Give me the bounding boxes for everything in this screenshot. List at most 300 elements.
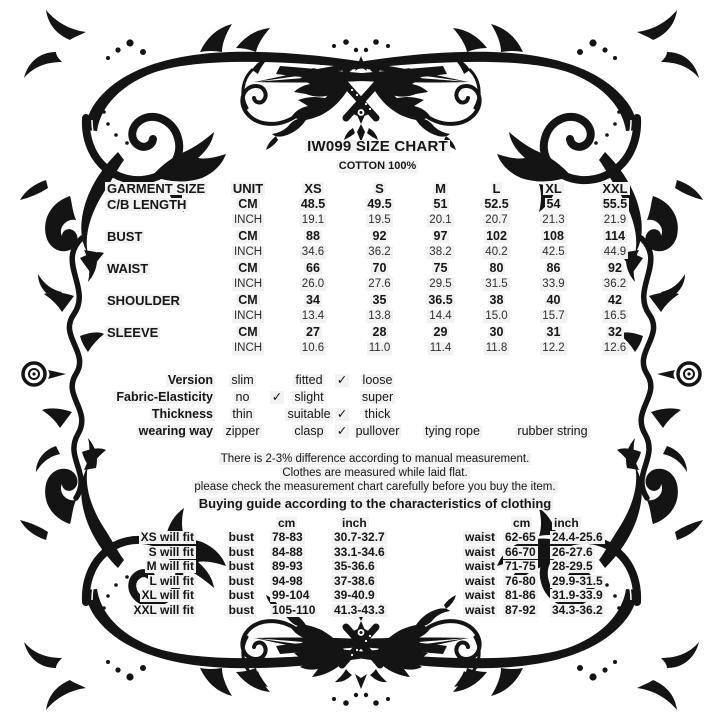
cm-range-value-text: 71-75: [505, 559, 536, 574]
cm-range-value-text: 81-86: [505, 588, 536, 603]
inch-range-value: [550, 603, 612, 618]
attribute-label-text: Version: [167, 373, 213, 387]
cm-value-text: 36.5: [428, 292, 453, 307]
note-line: [95, 466, 655, 480]
attribute-option-3: [350, 372, 405, 389]
inch-value: [469, 308, 524, 324]
cm-value: [469, 260, 524, 276]
unit-inch-label-text: INCH: [233, 309, 263, 322]
measure-name: [196, 560, 256, 575]
attribute-option-3-text: super: [361, 390, 394, 404]
fit-size-label: [130, 560, 196, 575]
cm-value: [524, 292, 583, 308]
measure-name-text: waist: [465, 573, 496, 588]
attribute-option-2-text: clasp: [294, 424, 324, 438]
page-title-text: IW099 SIZE CHART: [307, 138, 448, 155]
measure-name: [196, 603, 256, 618]
inch-value: [524, 244, 583, 260]
attribute-option-2: [284, 372, 334, 389]
inch-value: [412, 212, 469, 228]
cm-value: [279, 292, 347, 308]
checkmark-icon: [334, 423, 350, 440]
cm-value-text: 70: [372, 260, 387, 275]
cm-value: [524, 228, 583, 244]
inch-value-text: 15.0: [485, 309, 508, 322]
cm-value-text: 32: [608, 324, 622, 339]
attribute-option-4-text: tying rope: [425, 424, 480, 438]
inch-value-text: 44.9: [603, 245, 627, 258]
garment-size-header-text: GARMENT SIZE: [107, 180, 206, 196]
inch-value: [469, 212, 524, 228]
fit-size-label-text: XXL will fit: [133, 602, 194, 617]
inch-range-value-text: 39-40.9: [334, 588, 375, 603]
attribute-option-2: [284, 423, 334, 440]
inch-value-text: 12.6: [603, 341, 627, 354]
cm-value: [347, 292, 412, 308]
buying-guide-heading-text: Buying guide according to the characteristics of clothing: [198, 496, 552, 511]
measure-name-text: waist: [465, 602, 496, 617]
inch-value-text: 36.2: [603, 277, 627, 290]
attribute-option-5: [500, 423, 605, 440]
attribute-option-1-text: zipper: [225, 424, 260, 438]
cm-value-text: 34: [306, 292, 320, 307]
size-column-header: [469, 180, 524, 196]
cm-value-text: 49.5: [367, 196, 392, 211]
inch-column-header-text: inch: [342, 515, 367, 530]
cm-value-text: 30: [489, 324, 504, 339]
cm-range-value: [256, 603, 330, 618]
empty-cell: [105, 340, 217, 356]
inch-value-text: 34.6: [301, 245, 325, 258]
attribute-option-2: [284, 406, 334, 423]
fabric-subtitle: [105, 160, 650, 173]
empty-cell: [196, 516, 256, 531]
inch-range-value: [330, 531, 406, 546]
fit-size-label: [130, 603, 196, 618]
attribute-option-5: [500, 389, 605, 406]
checkmark-icon: [270, 389, 284, 406]
inch-value-text: 40.2: [485, 245, 508, 258]
size-column-header-text: XS: [304, 180, 322, 196]
cm-value: [347, 324, 412, 340]
measure-name-text: bust: [228, 544, 254, 559]
checkmark-icon-text: ✓: [336, 424, 348, 438]
inch-value: [279, 276, 347, 292]
inch-value: [347, 340, 412, 356]
measure-name-text: bust: [228, 559, 254, 574]
fabric-subtitle-text: COTTON 100%: [338, 160, 417, 172]
checkmark-icon: [334, 389, 350, 406]
empty-cell: [105, 276, 217, 292]
unit-inch-label: [217, 340, 279, 356]
cm-value-text: 31: [546, 324, 561, 339]
attribute-option-2-text: fitted: [295, 373, 323, 387]
cm-range-value-text: 84-88: [272, 544, 303, 559]
cm-value-text: 114: [604, 228, 626, 243]
measure-name: [196, 574, 256, 589]
inch-value: [279, 308, 347, 324]
inch-column-header-text: inch: [554, 515, 579, 530]
measure-row-label: [105, 260, 217, 276]
cm-value-text: 92: [372, 228, 387, 243]
unit-cm-label: [217, 260, 279, 276]
note-line-text: Clothes are measured while laid flat.: [282, 467, 468, 479]
empty-cell: [105, 244, 217, 260]
cm-value-text: 38: [489, 292, 504, 307]
measure-name-text: waist: [465, 544, 496, 559]
inch-range-value-text: 24.4-25.6: [552, 530, 603, 545]
inch-value: [524, 308, 583, 324]
measurement-notes: [95, 452, 655, 514]
cm-range-value: [256, 574, 330, 589]
inch-value-text: 21.9: [603, 213, 627, 226]
cm-value-text: 80: [489, 260, 504, 275]
attribute-option-4: [405, 406, 500, 423]
cm-column-header: [503, 516, 550, 531]
measure-row-label-text: SLEEVE: [107, 324, 159, 340]
unit-cm-label-text: CM: [238, 324, 258, 339]
inch-value-text: 19.1: [301, 213, 325, 226]
cm-value-text: 86: [546, 260, 561, 275]
cm-value-text: 27: [306, 324, 320, 339]
cm-value: [279, 196, 347, 212]
inch-value-text: 26.0: [301, 277, 325, 290]
checkmark-icon: [334, 406, 350, 423]
buying-guide-heading: [95, 496, 655, 514]
inch-column-header: [550, 516, 612, 531]
attribute-option-5: [500, 372, 605, 389]
cm-value-text: 75: [433, 260, 448, 275]
note-line-text: There is 2-3% difference according to manual measurement.: [220, 453, 530, 465]
attribute-option-1: [215, 406, 270, 423]
unit-inch-label-text: INCH: [233, 213, 263, 226]
inch-value: [412, 308, 469, 324]
measure-name: [196, 531, 256, 546]
unit-cm-label-text: CM: [238, 196, 258, 211]
cm-value-text: 55.5: [602, 196, 628, 211]
inch-value-text: 20.7: [485, 213, 508, 226]
inch-value-text: 10.6: [301, 341, 325, 354]
cm-value-text: 29: [433, 324, 448, 339]
inch-range-value-text: 26-27.6: [552, 544, 593, 559]
attribute-option-3-text: pullover: [355, 424, 400, 438]
measure-name-text: bust: [228, 573, 254, 588]
measure-row-label: [105, 228, 217, 244]
cm-range-value: [503, 545, 550, 560]
inch-range-value-text: 41.3-43.3: [334, 602, 385, 617]
size-column-header: [347, 180, 412, 196]
checkmark-icon-text: ✓: [271, 390, 283, 404]
inch-value: [347, 244, 412, 260]
attribute-option-3: [350, 406, 405, 423]
inch-value-text: 33.9: [542, 277, 565, 290]
measure-name: [463, 603, 503, 618]
measure-name: [463, 531, 503, 546]
inch-range-value: [550, 531, 612, 546]
measure-name: [196, 589, 256, 604]
inch-value: [524, 212, 583, 228]
cm-value-text: 52.5: [484, 196, 509, 211]
inch-value: [279, 244, 347, 260]
cm-range-value-text: 87-92: [505, 602, 536, 617]
fit-size-label-text: XL will fit: [141, 588, 194, 603]
cm-range-value: [503, 589, 550, 604]
cm-range-value: [256, 560, 330, 575]
unit-cm-label-text: CM: [238, 260, 258, 275]
attribute-option-3-text: loose: [362, 373, 393, 387]
attribute-option-5: [500, 406, 605, 423]
unit-cm-label-text: CM: [238, 228, 258, 243]
inch-range-value-text: 35-36.6: [334, 559, 375, 574]
checkmark-icon-text: ✓: [336, 407, 348, 421]
size-column-header-text: XXL: [602, 180, 628, 196]
cm-value: [583, 196, 647, 212]
cm-value: [347, 260, 412, 276]
inch-range-value: [330, 560, 406, 575]
cm-range-value-text: 62-65: [505, 530, 536, 545]
cm-value: [412, 260, 469, 276]
inch-value: [412, 244, 469, 260]
inch-value: [583, 244, 647, 260]
cm-value: [583, 324, 647, 340]
inch-value-text: 38.2: [429, 245, 452, 258]
inch-range-value: [330, 589, 406, 604]
note-line: [95, 480, 655, 494]
attribute-label-text: Fabric-Elasticity: [116, 390, 213, 404]
inch-range-value-text: 29.9-31.5: [552, 573, 603, 588]
attribute-option-2: [284, 389, 334, 406]
unit-cm-label: [217, 292, 279, 308]
measure-name: [463, 574, 503, 589]
cm-range-value-text: 105-110: [272, 602, 316, 617]
cm-range-value: [503, 560, 550, 575]
unit-column-header-text: UNIT: [232, 180, 264, 196]
inch-value: [279, 212, 347, 228]
cm-value-text: 35: [372, 292, 387, 307]
attribute-option-3-text: thick: [364, 407, 391, 421]
measure-name-text: bust: [228, 588, 254, 603]
attribute-option-5-text: rubber string: [517, 424, 588, 438]
inch-value-text: 36.2: [368, 245, 391, 258]
inch-value: [583, 340, 647, 356]
measure-name: [463, 560, 503, 575]
empty-cell: [105, 308, 217, 324]
inch-range-value-text: 34.3-36.2: [552, 602, 603, 617]
cm-value-text: 92: [608, 260, 622, 275]
measure-name-text: waist: [465, 588, 496, 603]
fit-size-label-text: S will fit: [148, 544, 194, 559]
page-title: [105, 138, 650, 155]
note-line: [95, 452, 655, 466]
inch-range-value: [550, 574, 612, 589]
cm-value-text: 48.5: [300, 196, 326, 211]
unit-cm-label: [217, 324, 279, 340]
cm-value: [524, 260, 583, 276]
unit-inch-label: [217, 276, 279, 292]
fit-size-label: [130, 589, 196, 604]
fit-size-label: [130, 531, 196, 546]
attribute-label: [116, 389, 215, 406]
unit-inch-label: [217, 212, 279, 228]
cm-range-value-text: 94-98: [272, 573, 303, 588]
checkmark-icon: [270, 372, 284, 389]
measure-name-text: waist: [465, 530, 496, 545]
cm-value-text: 97: [433, 228, 448, 243]
cm-range-value-text: 66-70: [505, 544, 536, 559]
empty-cell: [105, 212, 217, 228]
inch-value: [347, 276, 412, 292]
inch-value-text: 16.5: [603, 309, 627, 322]
attribute-option-2-text: slight: [294, 390, 324, 404]
measure-name-text: bust: [228, 602, 254, 617]
cm-range-value: [256, 589, 330, 604]
inch-range-value-text: 31.9-33.9: [552, 588, 603, 603]
attribute-option-4: [405, 389, 500, 406]
attribute-option-1-text: slim: [231, 373, 254, 387]
cm-value: [279, 324, 347, 340]
cm-value-text: 66: [306, 260, 320, 275]
inch-value-text: 11.0: [368, 341, 391, 354]
cm-value: [347, 228, 412, 244]
waist-fit-guide-table: [463, 516, 612, 618]
inch-value: [469, 276, 524, 292]
inch-value-text: 11.8: [485, 341, 508, 354]
cm-range-value: [256, 531, 330, 546]
attribute-label: [130, 423, 215, 440]
size-column-header-text: XL: [545, 180, 562, 196]
unit-inch-label: [217, 308, 279, 324]
inch-value-text: 12.2: [542, 341, 565, 354]
cm-range-value-text: 99-104: [272, 588, 310, 603]
size-column-header: [524, 180, 583, 196]
inch-value-text: 42.5: [542, 245, 565, 258]
measure-name: [463, 545, 503, 560]
inch-value: [412, 276, 469, 292]
cm-value-text: 28: [372, 324, 387, 339]
cm-value: [583, 228, 647, 244]
attribute-option-3: [350, 423, 405, 440]
inch-value-text: 31.5: [485, 277, 508, 290]
inch-range-value-text: 37-38.6: [334, 573, 375, 588]
inch-value: [412, 340, 469, 356]
cm-value: [279, 260, 347, 276]
measure-name: [463, 589, 503, 604]
cm-value: [469, 196, 524, 212]
cm-column-header: [256, 516, 330, 531]
bust-fit-guide-table: [130, 516, 406, 618]
checkmark-icon: [334, 372, 350, 389]
size-column-header: [412, 180, 469, 196]
empty-cell: [463, 516, 503, 531]
cm-value-text: 40: [546, 292, 561, 307]
unit-cm-label: [217, 228, 279, 244]
attribute-label: [130, 372, 215, 389]
cm-value-text: 108: [543, 228, 564, 243]
cm-value: [524, 196, 583, 212]
unit-cm-label: [217, 196, 279, 212]
inch-range-value-text: 33.1-34.6: [334, 544, 385, 559]
cm-range-value-text: 76-80: [505, 573, 536, 588]
garment-size-header: [105, 180, 217, 196]
attribute-label-text: Thickness: [151, 407, 213, 421]
inch-range-value-text: 30.7-32.7: [334, 530, 385, 545]
unit-inch-label-text: INCH: [233, 277, 263, 290]
checkmark-icon: [270, 423, 284, 440]
fit-size-label: [130, 574, 196, 589]
checkmark-icon: [270, 406, 284, 423]
measure-row-label-text: WAIST: [107, 260, 149, 276]
inch-value-text: 21.3: [542, 213, 565, 226]
inch-value-text: 13.4: [301, 309, 325, 322]
fit-size-label-text: M will fit: [146, 559, 194, 574]
note-line-text: please check the measurement chart carefully before you buy the item.: [194, 481, 556, 493]
inch-value-text: 15.7: [542, 309, 565, 322]
measure-name-text: bust: [228, 530, 254, 545]
inch-value-text: 14.4: [429, 309, 452, 322]
cm-value: [469, 324, 524, 340]
attribute-option-1-text: thin: [232, 407, 253, 421]
garment-attributes-table: [116, 372, 605, 440]
inch-value: [583, 308, 647, 324]
checkmark-icon-text: ✓: [336, 373, 348, 387]
cm-column-header-text: cm: [513, 515, 531, 530]
cm-value: [583, 292, 647, 308]
empty-cell: [130, 516, 196, 531]
cm-value: [469, 228, 524, 244]
fit-size-label-text: XS will fit: [140, 530, 194, 545]
inch-value-text: 13.8: [368, 309, 391, 322]
attribute-option-2-text: suitable: [287, 407, 331, 421]
cm-value: [412, 324, 469, 340]
inch-range-value: [330, 545, 406, 560]
inch-value-text: 19.5: [368, 213, 391, 226]
cm-value-text: 88: [306, 228, 320, 243]
cm-range-value: [503, 531, 550, 546]
attribute-option-1: [215, 423, 270, 440]
cm-value: [279, 228, 347, 244]
inch-range-value: [550, 589, 612, 604]
measure-name-text: waist: [465, 559, 496, 574]
cm-column-header-text: cm: [278, 515, 296, 530]
inch-value-text: 11.4: [429, 341, 452, 354]
cm-value: [469, 292, 524, 308]
size-column-header: [279, 180, 347, 196]
unit-inch-label: [217, 244, 279, 260]
inch-range-value: [330, 603, 406, 618]
inch-value: [347, 308, 412, 324]
inch-range-value-text: 28-29.5: [552, 559, 593, 574]
cm-value-text: 102: [486, 228, 507, 243]
inch-value-text: 29.5: [429, 277, 452, 290]
size-column-header-text: M: [435, 180, 446, 196]
measure-row-label: [105, 196, 217, 212]
measure-name: [196, 545, 256, 560]
attribute-option-4: [405, 423, 500, 440]
measure-row-label: [105, 292, 217, 308]
fit-size-label-text: L will fit: [149, 573, 194, 588]
inch-value-text: 20.1: [429, 213, 452, 226]
cm-range-value: [503, 603, 550, 618]
cm-range-value: [503, 574, 550, 589]
cm-value-text: 51: [433, 196, 448, 211]
cm-value-text: 42: [608, 292, 622, 307]
measure-row-label-text: BUST: [107, 228, 143, 244]
cm-value: [412, 228, 469, 244]
size-measurement-table: [105, 180, 647, 356]
inch-value: [524, 340, 583, 356]
measure-row-label-text: SHOULDER: [107, 292, 180, 308]
inch-range-value: [550, 545, 612, 560]
